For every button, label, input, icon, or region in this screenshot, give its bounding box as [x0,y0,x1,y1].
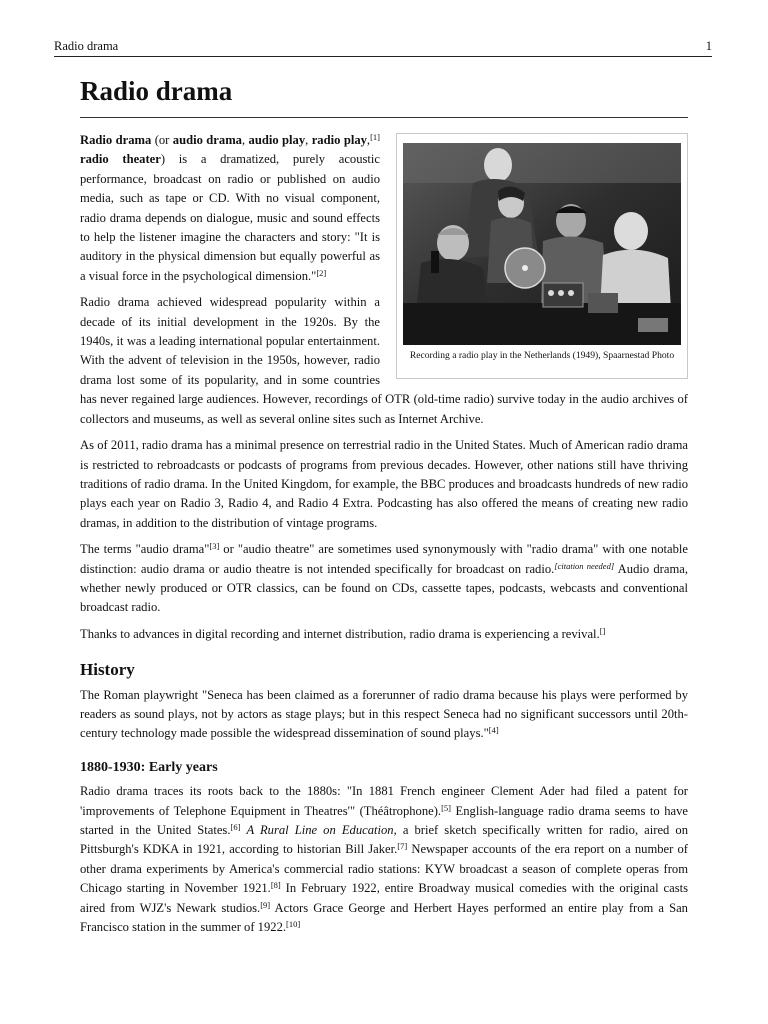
subsection-heading-early-years: 1880-1930: Early years [80,759,218,775]
citation-link[interactable]: [5] [441,802,452,813]
citation-link[interactable]: [10] [286,919,301,930]
figure [396,133,688,379]
intro-text: , [305,133,312,147]
title-rule [80,117,688,118]
citation-link[interactable]: [1] [370,132,380,142]
citation-link[interactable]: [3] [209,541,220,552]
term-bold: radio play [311,133,367,147]
figure-caption: Recording a radio play in the Netherlands (1949), Spaarnestad Photo [409,350,675,361]
photo-radio-play-recording [403,143,681,345]
paragraph-text: , a brief sketch specifically written for radio, aired on Pittsburgh's KDKA in 1921, according to historian Bill Jaker. [80,823,688,857]
running-head-title: Radio drama [54,39,119,53]
term-bold: audio drama [172,133,242,147]
paragraph-text: Radio drama traces its roots back to the 1880s: "In 1881 French engineer Clement Ader had filed a patent for 'improvements of Telephone Equipment in Theatres'" (Théâtrophone). [80,784,688,818]
citation-link[interactable]: [7] [397,841,408,852]
intro-text: (or [151,133,173,147]
term-bold: radio theater [80,152,161,167]
paragraph-text: The Roman playwright "Seneca has been claimed as a forerunner of radio drama because his plays were performed by readers as sound plays, not by actors as stage plays; but in this respect Seneca had no significant successors until 20th-century technology made possible the widespread dissemination of sound plays." [80,687,688,741]
running-head [54,38,712,57]
paragraph-present-day: As of 2011, radio drama has a minimal presence on terrestrial radio in the United States. Much of American radio drama is restricted to rebroadcasts or podcasts of programs from previous decades. However, other nations still have thriving traditions of radio drama. In the United Kingdom, for example, the BBC produces and broadcasts hundreds of new radio plays each year on Radio 3, Radio 4, and Radio 4 Extra. Podcasting has also offered the means of creating new radio dramas, in addition to the distribution of vintage programs. [80,438,688,530]
intro-text: , [241,133,249,147]
term-bold: audio play [248,133,306,147]
paragraph-text: In February 1922, entire Broadway musical comedies with the original casts aired from WJZ's Newark studios. [80,881,688,915]
citation-link[interactable]: [6] [230,822,241,832]
work-title-italic: A Rural Line on Education [246,823,394,837]
citation-link[interactable]: [8] [270,880,281,891]
paragraph-text: English-language radio drama seems to have started in the United States. [80,803,688,837]
paragraph-text: Thanks to advances in digital recording and internet distribution, radio drama is experiencing a revival. [80,626,600,641]
term-bold: Radio drama [80,133,152,147]
paragraph-popularity: Radio drama achieved widespread popularity within a decade of its initial development in the 1920s. By the 1940s, it was a leading international popular entertainment. With the advent of television in the 1950s, however, radio drama lost some of its popularity, and in some countries has never regained large audiences. However, recordings of OTR (old-time radio) survive today in the audio archives of collectors and museums, as well as several online sites such as Internet Archive. [80,295,688,426]
citation-link[interactable]: [] [599,625,606,636]
article-body [80,131,688,944]
paragraph-text: The terms "audio drama" [80,542,210,557]
citation-link[interactable]: [9] [260,899,271,910]
paragraph-terms [80,540,688,618]
intro-text: , [366,133,371,147]
citation-link[interactable]: [2] [316,267,327,278]
intro-text: ) is a dramatized, purely acoustic performance, broadcast on radio or published on audio media, such as tape or CD. With no visual component, radio drama depends on dialogue, music and sound effects to help the listener imagine the characters and story: "It is auditory in the physical dimension but equally powerful as a visual force in the psychological dimension." [80,152,381,283]
section-heading-history: History [80,660,135,680]
paragraph-text: or "audio theatre" are sometimes used synonymously with "radio drama" with one notable distinction: audio drama or audio theatre is not intended specifically for broadcast on radio. [80,542,689,576]
citation-needed-link[interactable] [554,561,614,571]
paragraph-history [80,686,688,744]
paragraph-early-years [80,782,688,937]
citation-needed-text: [citation needed] [554,560,615,571]
paragraph-text: Audio drama, whether newly produced or OTR classics, can be found on CDs, cassette tapes, podcasts, webcasts and conventional broadcast radio. [80,561,689,615]
paragraph-text: Actors Grace George and Herbert Hayes performed an entire play from a San Francisco station in the summer of 1922. [80,900,688,935]
paragraph-text: Newspaper accounts of the era report on a number of other drama experiments by America's commercial radio stations: KYW broadcast a season of complete operas from Chicago starting in November 1921. [80,842,688,896]
page-number: 1 [705,39,712,53]
paragraph-revival [80,625,688,644]
page-title: Radio drama [80,76,233,106]
citation-link[interactable]: [4] [488,725,499,736]
